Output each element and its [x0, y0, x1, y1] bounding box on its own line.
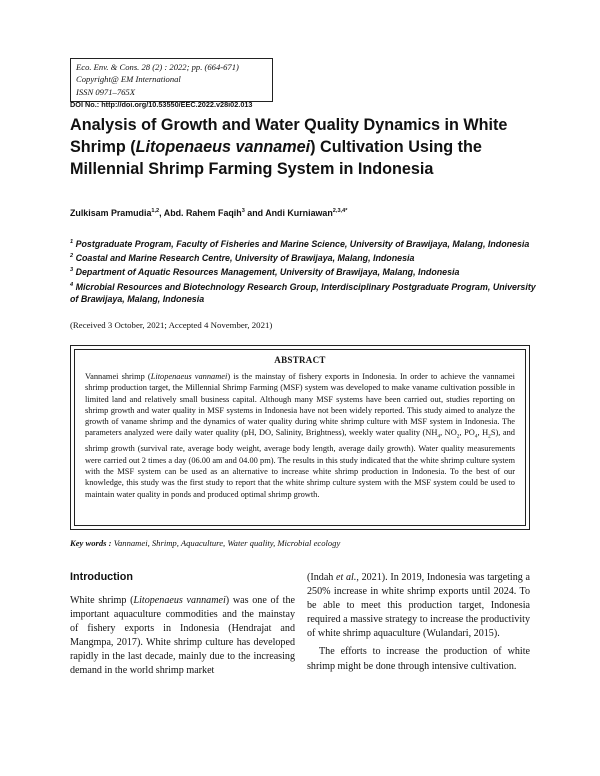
subscript: 2 [456, 434, 460, 441]
affiliation-list [70, 236, 540, 305]
journal-info-box [70, 58, 273, 102]
intro-text-segment: White shrimp ( [70, 595, 134, 606]
journal-copyright: Copyright@ EM International [76, 74, 181, 85]
intro-paragraph [70, 594, 295, 679]
affiliation-text: Coastal and Marine Research Centre, University of Brawijaya, Malang, Indonesia [73, 253, 415, 264]
subscript: 4 [437, 434, 441, 441]
abstract-text-segment: S), and shrimp growth (survival rate, average body weight, average body length, average daily growth). Water quality measurements were carried out 2 times a day (06.00 am and 04.00 pm). The results in this study indicated that the white shrimp culture system with the MSF system can be used as an alternative to increase white shrimp production in Indonesia. To the best of our knowledge, this study was the first study to report that the white shrimp culture system with the MSF system could be used to maintain water quality in ponds and produced optimal shrimp growth. [85, 428, 515, 499]
intro-text-segment: (Indah [307, 572, 337, 583]
title-species: Litopenaeus vannamei [135, 138, 311, 156]
affiliation-item [70, 250, 540, 264]
author-affiliation-marker: 1,2 [151, 208, 160, 215]
abstract-text-segment: Vannamei shrimp ( [85, 372, 151, 381]
abstract-species: Litopenaeus vannamei [150, 372, 228, 381]
author-and: and [244, 208, 266, 218]
intro-right-column [307, 571, 530, 674]
author-name: Andi Kurniawan [265, 208, 333, 218]
abstract-text-segment: , NO [440, 428, 457, 438]
keywords [70, 538, 340, 548]
author-separator: , [159, 208, 164, 218]
affiliation-number: 2 [70, 253, 74, 260]
intro-etal: et al. [336, 572, 357, 583]
affiliation-item [70, 264, 540, 278]
intro-text-segment: , 2021). In 2019, Indonesia was targeting a 250% increase in white shrimp exports until 2024. To be able to meet this production target, Indonesia required a massive strategy to increase the productivity of white shrimp aquaculture (Wulandari, 2015). [307, 572, 530, 640]
affiliation-item [70, 236, 540, 250]
journal-issn: ISSN 0971–765X [76, 86, 135, 97]
intro-text-segment: ) was one of the important aquaculture commodities and the mainstay of fishery exports in Indonesia (Hendrajat and Mangmpa, 2017). White shrimp culture has developed rapidly in the last decade, mainly due to the increasing demand in the world shrimp market [70, 595, 295, 677]
intro-left-column [70, 570, 295, 679]
subscript: 2 [488, 434, 491, 441]
affiliation-item [70, 279, 540, 305]
affiliation-text: Postgraduate Program, Faculty of Fisheries and Marine Science, University of Brawijaya, Malang, Indonesia [73, 238, 530, 249]
intro-species: Litopenaeus vannamei [133, 595, 226, 606]
abstract-box [70, 345, 530, 530]
author-name: Abd. Rahem Faqih [163, 208, 242, 218]
subscript: 4 [474, 434, 478, 441]
abstract-text-segment: , H [477, 428, 489, 438]
title-part1: Analysis of Growth and Water Quality Dynamics in White Shrimp ( [70, 116, 508, 156]
title-part2: ) Cultivation Using the Millennial Shrimp Farming System in Indonesia [70, 138, 482, 178]
keywords-text: Vannamei, Shrimp, Aquaculture, Water quality, Microbial ecology [111, 538, 341, 548]
author-list [70, 208, 347, 218]
intro-paragraph [307, 571, 530, 641]
affiliation-number: 1 [70, 239, 74, 245]
affiliation-text: Department of Aquatic Resources Management, University of Brawijaya, Malang, Indonesia [73, 267, 460, 278]
doi-link[interactable]: DOI No.: http://doi.org/10.53550/EEC.2022.v28i02.013 [70, 100, 253, 109]
keywords-label: Key words : [70, 538, 112, 548]
author-affiliation-marker: 3 [241, 208, 245, 215]
abstract-body [85, 371, 515, 500]
abstract-text-segment: ) is the mainstay of fishery exports in Indonesia. In order to achieve the vannamei shrimp production target, the Millennial Shrimp Farming (MSF) system was developed to make vaname cultivation possible in limited land and relatively small business capital. Although many MSF systems have been carried out, studies reporting on shrimp growth and water quality in MSF systems in Indonesia have not been widely reported. This study aimed to analyze the growth of vaname shrimp and the dynamics of water quality during white shrimp culture with MSF system in Indonesia. The parameters analyzed were daily water quality (pH, DO, Salinity, Brightness), weekly water quality (NH [85, 372, 515, 438]
author-affiliation-marker: 2,3,4* [332, 208, 348, 215]
received-dates: (Received 3 October, 2021; Accepted 4 November, 2021) [70, 320, 273, 330]
paper-title [70, 114, 540, 180]
abstract-text-segment: , PO [459, 428, 475, 438]
affiliation-number: 4 [70, 281, 74, 288]
author-name: Zulkisam Pramudia [70, 208, 152, 218]
journal-citation: Eco. Env. & Cons. 28 (2) : 2022; pp. (664-671) [76, 62, 239, 72]
affiliation-number: 3 [70, 267, 74, 274]
abstract-heading: ABSTRACT [274, 355, 326, 365]
affiliation-text: Microbial Resources and Biotechnology Research Group, Interdisciplinary Postgraduate Program, University of Brawijaya, Malang, Indonesia [70, 281, 536, 304]
section-heading-introduction: Introduction [70, 571, 133, 583]
intro-paragraph-2: The efforts to increase the production of white shrimp might be done through intensive cultivation. [307, 646, 530, 672]
